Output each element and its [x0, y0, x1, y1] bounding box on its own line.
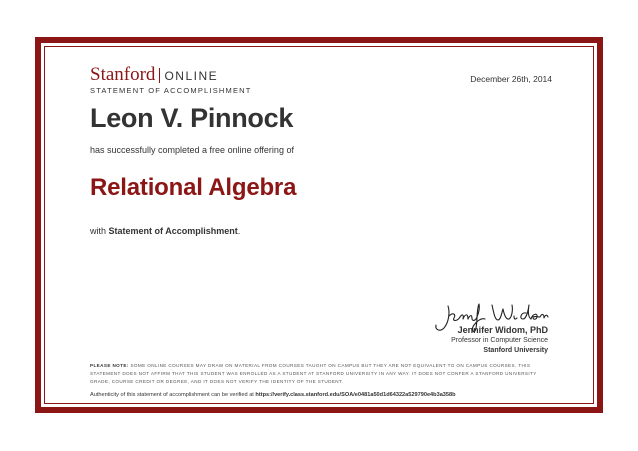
- verification-url[interactable]: https://verify.class.stanford.edu/SOA/e0481a50d1d64322a529790e4b3a358b: [255, 392, 456, 398]
- brand-suffix: ONLINE: [164, 69, 219, 83]
- recipient-name: Leon V. Pinnock: [90, 103, 294, 133]
- award-suffix: .: [237, 226, 241, 236]
- brand-divider: [159, 68, 160, 83]
- award-name: Statement of Accomplishment: [108, 226, 238, 236]
- award-prefix: with: [90, 226, 107, 236]
- signer-title: Professor in Computer Science: [451, 337, 548, 344]
- verification-text: Authenticity of this statement of accomplishment can be verified at: [90, 392, 254, 398]
- award-line: [90, 226, 240, 236]
- note-label: PLEASE NOTE:: [90, 363, 129, 368]
- signer-name: Jennifer Widom, PhD: [457, 325, 548, 335]
- issue-date: December 26th, 2014: [470, 74, 552, 84]
- verification-line: [90, 392, 456, 398]
- signer-organization: Stanford University: [483, 347, 548, 354]
- stanford-online-logo: [90, 64, 218, 86]
- disclaimer-note: [90, 362, 550, 386]
- statement-label: STATEMENT OF ACCOMPLISHMENT: [90, 86, 252, 95]
- completion-statement: has successfully completed a free online offering of: [90, 145, 294, 155]
- note-text: SOME ONLINE COURSES MAY DRAW ON MATERIAL FROM COURSES TAUGHT ON CAMPUS BUT THEY ARE NOT EQUIVALENT TO ON CAMPUS COURSES. THIS STATEMENT DOES NOT AFFIRM THAT THIS STUDENT WAS ENROLLED AS A STUDENT AT STANFORD UNIVERSITY IN ANY WAY. IT DOES NOT CONFER A STANFORD UNIVERSITY GRADE, COURSE CREDIT OR DEGREE, AND IT DOES NOT VERIFY THE IDENTITY OF THE STUDENT.: [90, 363, 537, 384]
- course-title: Relational Algebra: [90, 174, 297, 201]
- brand-name: Stanford: [90, 64, 156, 85]
